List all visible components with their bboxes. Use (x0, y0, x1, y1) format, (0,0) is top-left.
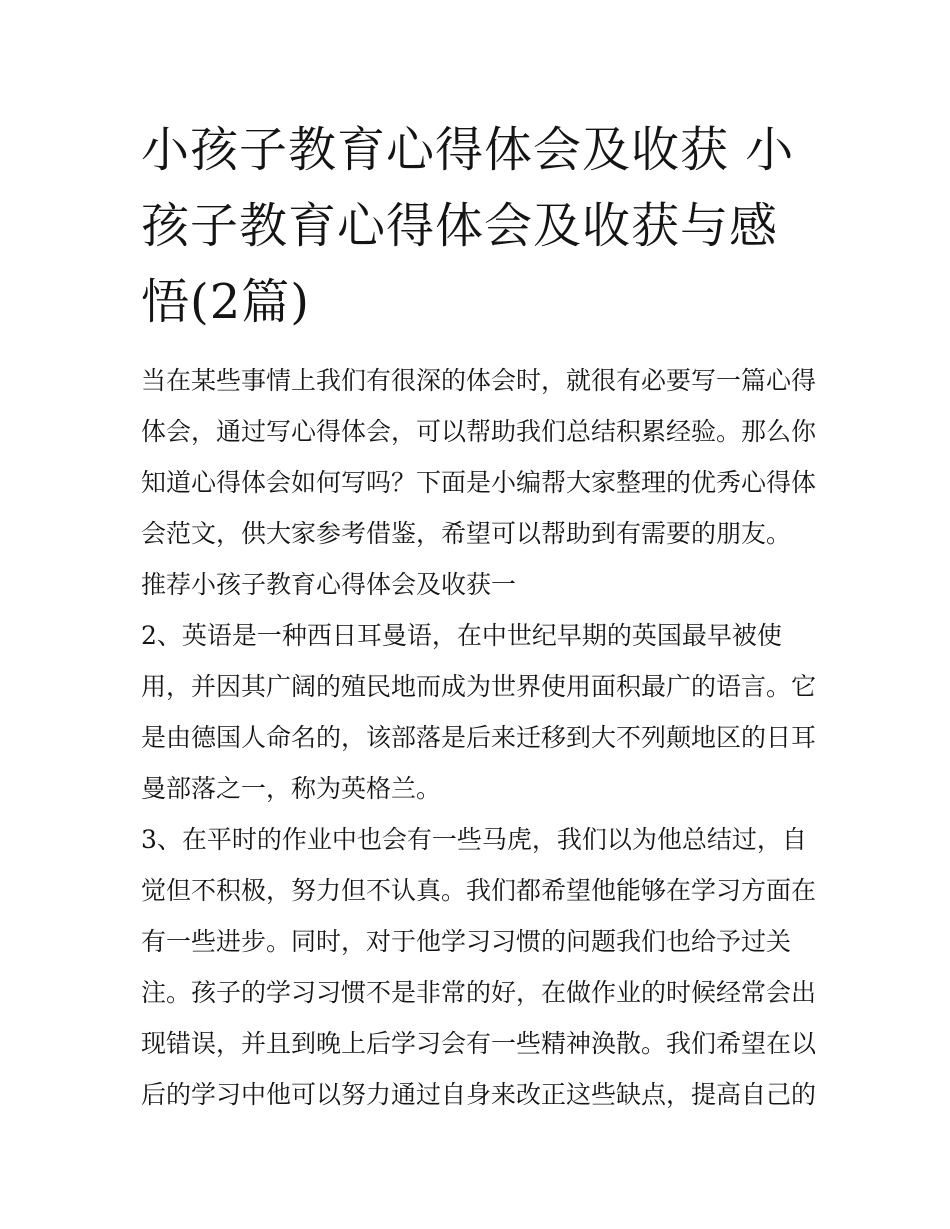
paragraph-3: 3、在平时的作业中也会有一些马虎，我们以为他总结过，自觉但不积极，努力但不认真。我们都希望他能够在学习方面在有一些进步。同时，对于他学习习惯的问题我们也给予过关注。孩子的学习习惯不是非常的好，在做作业的时候经常会出现错误，并且到晚上后学习会有一些精神涣散。我们希望在以后的学习中他可以努力通过自身来改正这些缺点，提高自己的 (141, 825, 817, 1109)
intro-paragraph: 当在某些事情上我们有很深的体会时，就很有必要写一篇心得体会，通过写心得体会，可以帮助我们总结积累经验。那么你知道心得体会如何写吗？下面是小编帮大家整理的优秀心得体会范文，供大家参考借鉴，希望可以帮助到有需要的朋友。 (141, 366, 817, 548)
document-title: 小孩子教育心得体会及收获 小孩子教育心得体会及收获与感悟(2篇) (141, 122, 795, 330)
document-body (141, 355, 821, 1120)
paragraph-2: 2、英语是一种西日耳曼语，在中世纪早期的英国最早被使用，并因其广阔的殖民地而成为世界使用面积最广的语言。它是由德国人命名的，该部落是后来迁移到大不列颠地区的日耳曼部落之一，称为英格兰。 (141, 621, 817, 803)
section-heading: 推荐小孩子教育心得体会及收获一 (141, 570, 517, 599)
